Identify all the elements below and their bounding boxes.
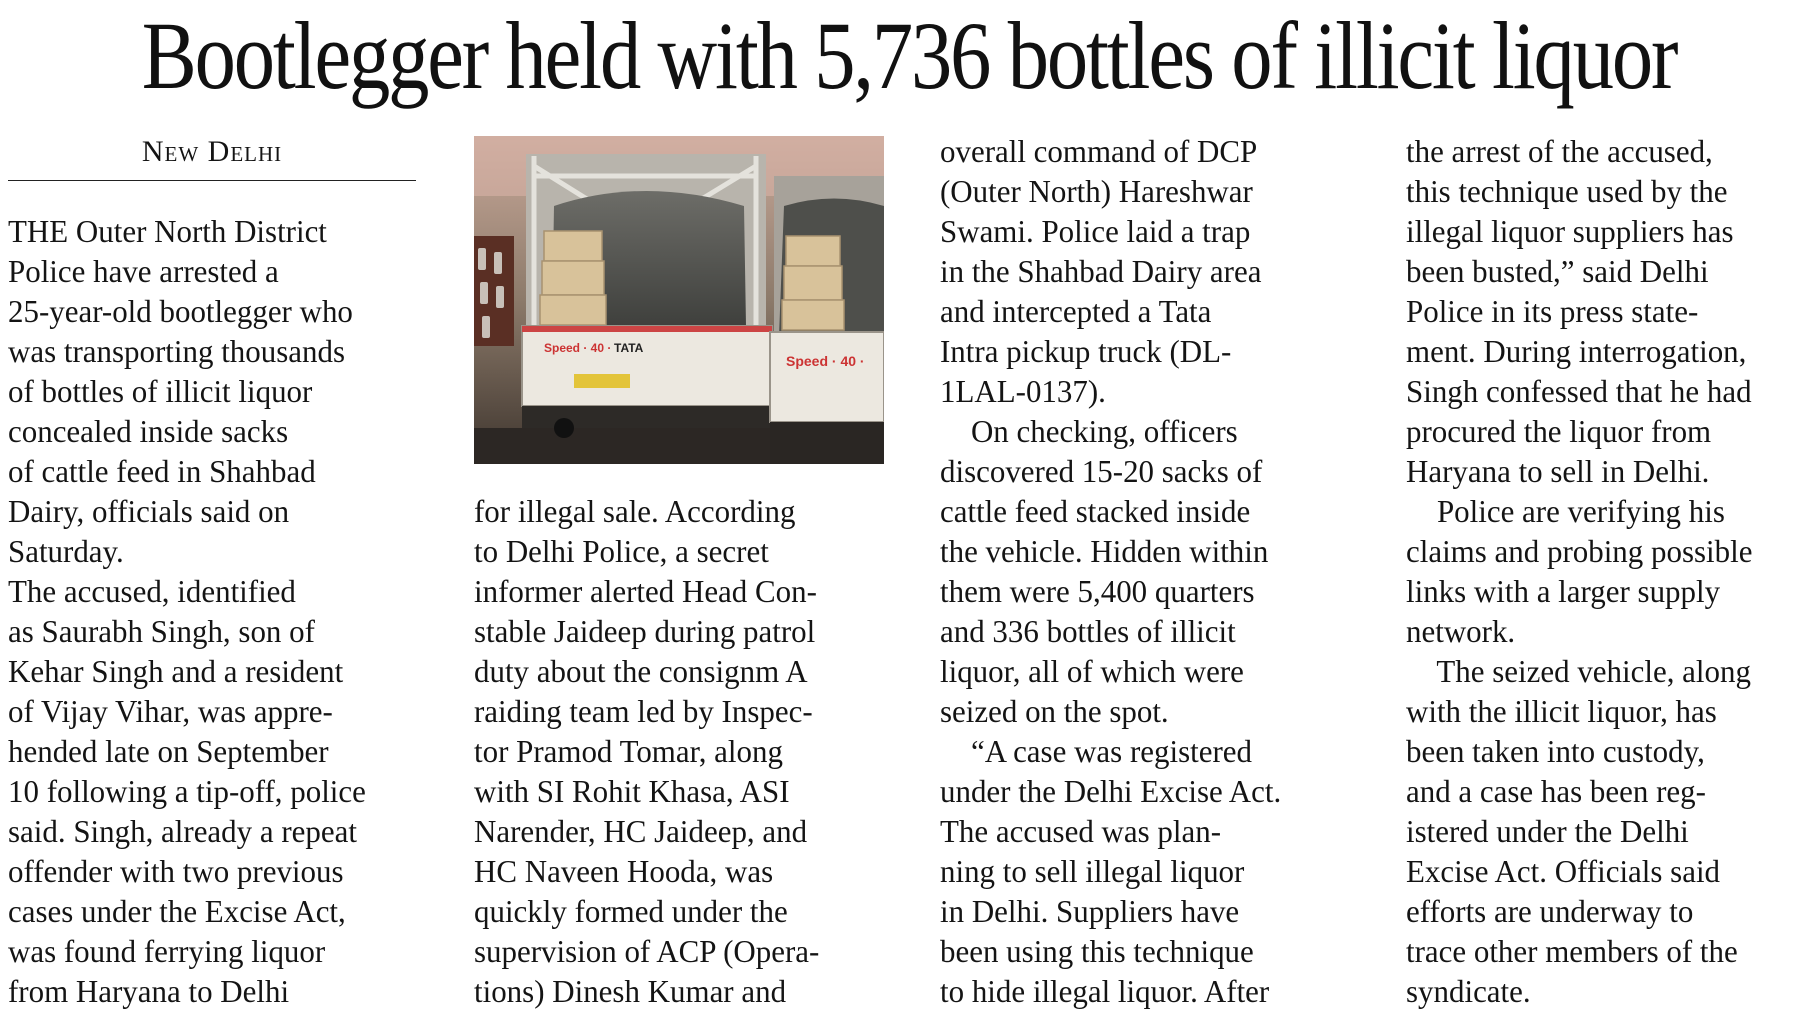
article-line: seized on the spot. xyxy=(940,694,1169,729)
article-line: of bottles of illicit liquor xyxy=(8,374,313,409)
article-line: “A case was registered xyxy=(940,734,1252,769)
article-line: as Saurabh Singh, son of xyxy=(8,614,315,649)
article-line: 1LAL-0137). xyxy=(940,374,1106,409)
article-line: claims and probing possible xyxy=(1406,534,1753,569)
dateline-rule xyxy=(8,180,416,181)
article-line: 25-year-old bootlegger who xyxy=(8,294,353,329)
article-line: liquor, all of which were xyxy=(940,654,1244,689)
article-line: Narender, HC Jaideep, and xyxy=(474,814,808,849)
article-line: Singh confessed that he had xyxy=(1406,374,1752,409)
article-line: tor Pramod Tomar, along xyxy=(474,734,783,769)
article-line: with the illicit liquor, has xyxy=(1406,694,1717,729)
article-line: ment. During interrogation, xyxy=(1406,334,1747,369)
article-line: to hide illegal liquor. After xyxy=(940,974,1270,1009)
article-line: supervision of ACP (Opera- xyxy=(474,934,820,969)
article-line: efforts are underway to xyxy=(1406,894,1694,929)
article-line: HC Naveen Hooda, was xyxy=(474,854,774,889)
article-line: THE Outer North District xyxy=(8,214,327,249)
article-line: was transporting thousands xyxy=(8,334,346,369)
article-line: ning to sell illegal liquor xyxy=(940,854,1245,889)
article-line: The accused was plan- xyxy=(940,814,1222,849)
article-line: and a case has been reg- xyxy=(1406,774,1706,809)
article-column-1 xyxy=(8,212,468,1012)
headline: Bootlegger held with 5,736 bottles of illicit liquor xyxy=(141,2,1677,109)
article-line: duty about the consignm A xyxy=(474,654,808,689)
article-line: The accused, identified xyxy=(8,574,296,609)
article-line: The seized vehicle, along xyxy=(1406,654,1751,689)
plate-left-2: TATA xyxy=(614,341,644,355)
article-line: under the Delhi Excise Act. xyxy=(940,774,1282,809)
plate-right: Speed · 40 · xyxy=(786,353,865,369)
article-line: procured the liquor from xyxy=(1406,414,1712,449)
plate-left-1: Speed · 40 · xyxy=(544,341,612,355)
article-line: offender with two previous xyxy=(8,854,344,889)
article-line: from Haryana to Delhi xyxy=(8,974,290,1009)
article-line: been using this technique xyxy=(940,934,1254,969)
article-line: cattle feed stacked inside xyxy=(940,494,1251,529)
article-line: said. Singh, already a repeat xyxy=(8,814,357,849)
article-line: informer alerted Head Con- xyxy=(474,574,817,609)
article-line: of Vijay Vihar, was appre- xyxy=(8,694,333,729)
article-line: Intra pickup truck (DL- xyxy=(940,334,1232,369)
article-line: stable Jaideep during patrol xyxy=(474,614,816,649)
article-line: tions) Dinesh Kumar and xyxy=(474,974,787,1009)
dateline: New Delhi xyxy=(141,135,283,168)
article-line: and 336 bottles of illicit xyxy=(940,614,1236,649)
truck-photo xyxy=(474,136,884,464)
article-line: Excise Act. Officials said xyxy=(1406,854,1721,889)
article-line: for illegal sale. According xyxy=(474,494,796,529)
article-line: Police in its press state- xyxy=(1406,294,1699,329)
article-line: hended late on September xyxy=(8,734,329,769)
article-column-2 xyxy=(474,492,934,1012)
article-line: On checking, officers xyxy=(940,414,1238,449)
article-column-4 xyxy=(1406,132,1818,1012)
article-line: this technique used by the xyxy=(1406,174,1728,209)
article-column-3 xyxy=(940,132,1400,1012)
article-line: been busted,” said Delhi xyxy=(1406,254,1709,289)
article-line: discovered 15-20 sacks of xyxy=(940,454,1263,489)
article-line: of cattle feed in Shahbad xyxy=(8,454,316,489)
article-line: Haryana to sell in Delhi. xyxy=(1406,454,1710,489)
article-line: quickly formed under the xyxy=(474,894,788,929)
article-line: been taken into custody, xyxy=(1406,734,1705,769)
article-line: concealed inside sacks xyxy=(8,414,289,449)
article-line: with SI Rohit Khasa, ASI xyxy=(474,774,790,809)
article-line: raiding team led by Inspec- xyxy=(474,694,813,729)
article-line: overall command of DCP xyxy=(940,134,1258,169)
article-line: network. xyxy=(1406,614,1516,649)
article-line: and intercepted a Tata xyxy=(940,294,1212,329)
article-line: Swami. Police laid a trap xyxy=(940,214,1251,249)
article-line: to Delhi Police, a secret xyxy=(474,534,769,569)
article-line: the vehicle. Hidden within xyxy=(940,534,1269,569)
article-line: Police are verifying his xyxy=(1406,494,1725,529)
article-line: (Outer North) Hareshwar xyxy=(940,174,1253,209)
article-line: 10 following a tip-off, police xyxy=(8,774,366,809)
article-line: istered under the Delhi xyxy=(1406,814,1689,849)
article-line: illegal liquor suppliers has xyxy=(1406,214,1734,249)
article-line: Saturday. xyxy=(8,534,124,569)
article-line: in Delhi. Suppliers have xyxy=(940,894,1240,929)
article-line: cases under the Excise Act, xyxy=(8,894,346,929)
article-line: links with a larger supply xyxy=(1406,574,1721,609)
article-line: the arrest of the accused, xyxy=(1406,134,1713,169)
article-line: was found ferrying liquor xyxy=(8,934,326,969)
article-line: in the Shahbad Dairy area xyxy=(940,254,1262,289)
truck-photo-image xyxy=(474,136,884,464)
article-line: them were 5,400 quarters xyxy=(940,574,1255,609)
article-line: Police have arrested a xyxy=(8,254,279,289)
article-line: Dairy, officials said on xyxy=(8,494,290,529)
article-line: trace other members of the xyxy=(1406,934,1738,969)
article-line: Kehar Singh and a resident xyxy=(8,654,344,689)
article-line: syndicate. xyxy=(1406,974,1531,1009)
